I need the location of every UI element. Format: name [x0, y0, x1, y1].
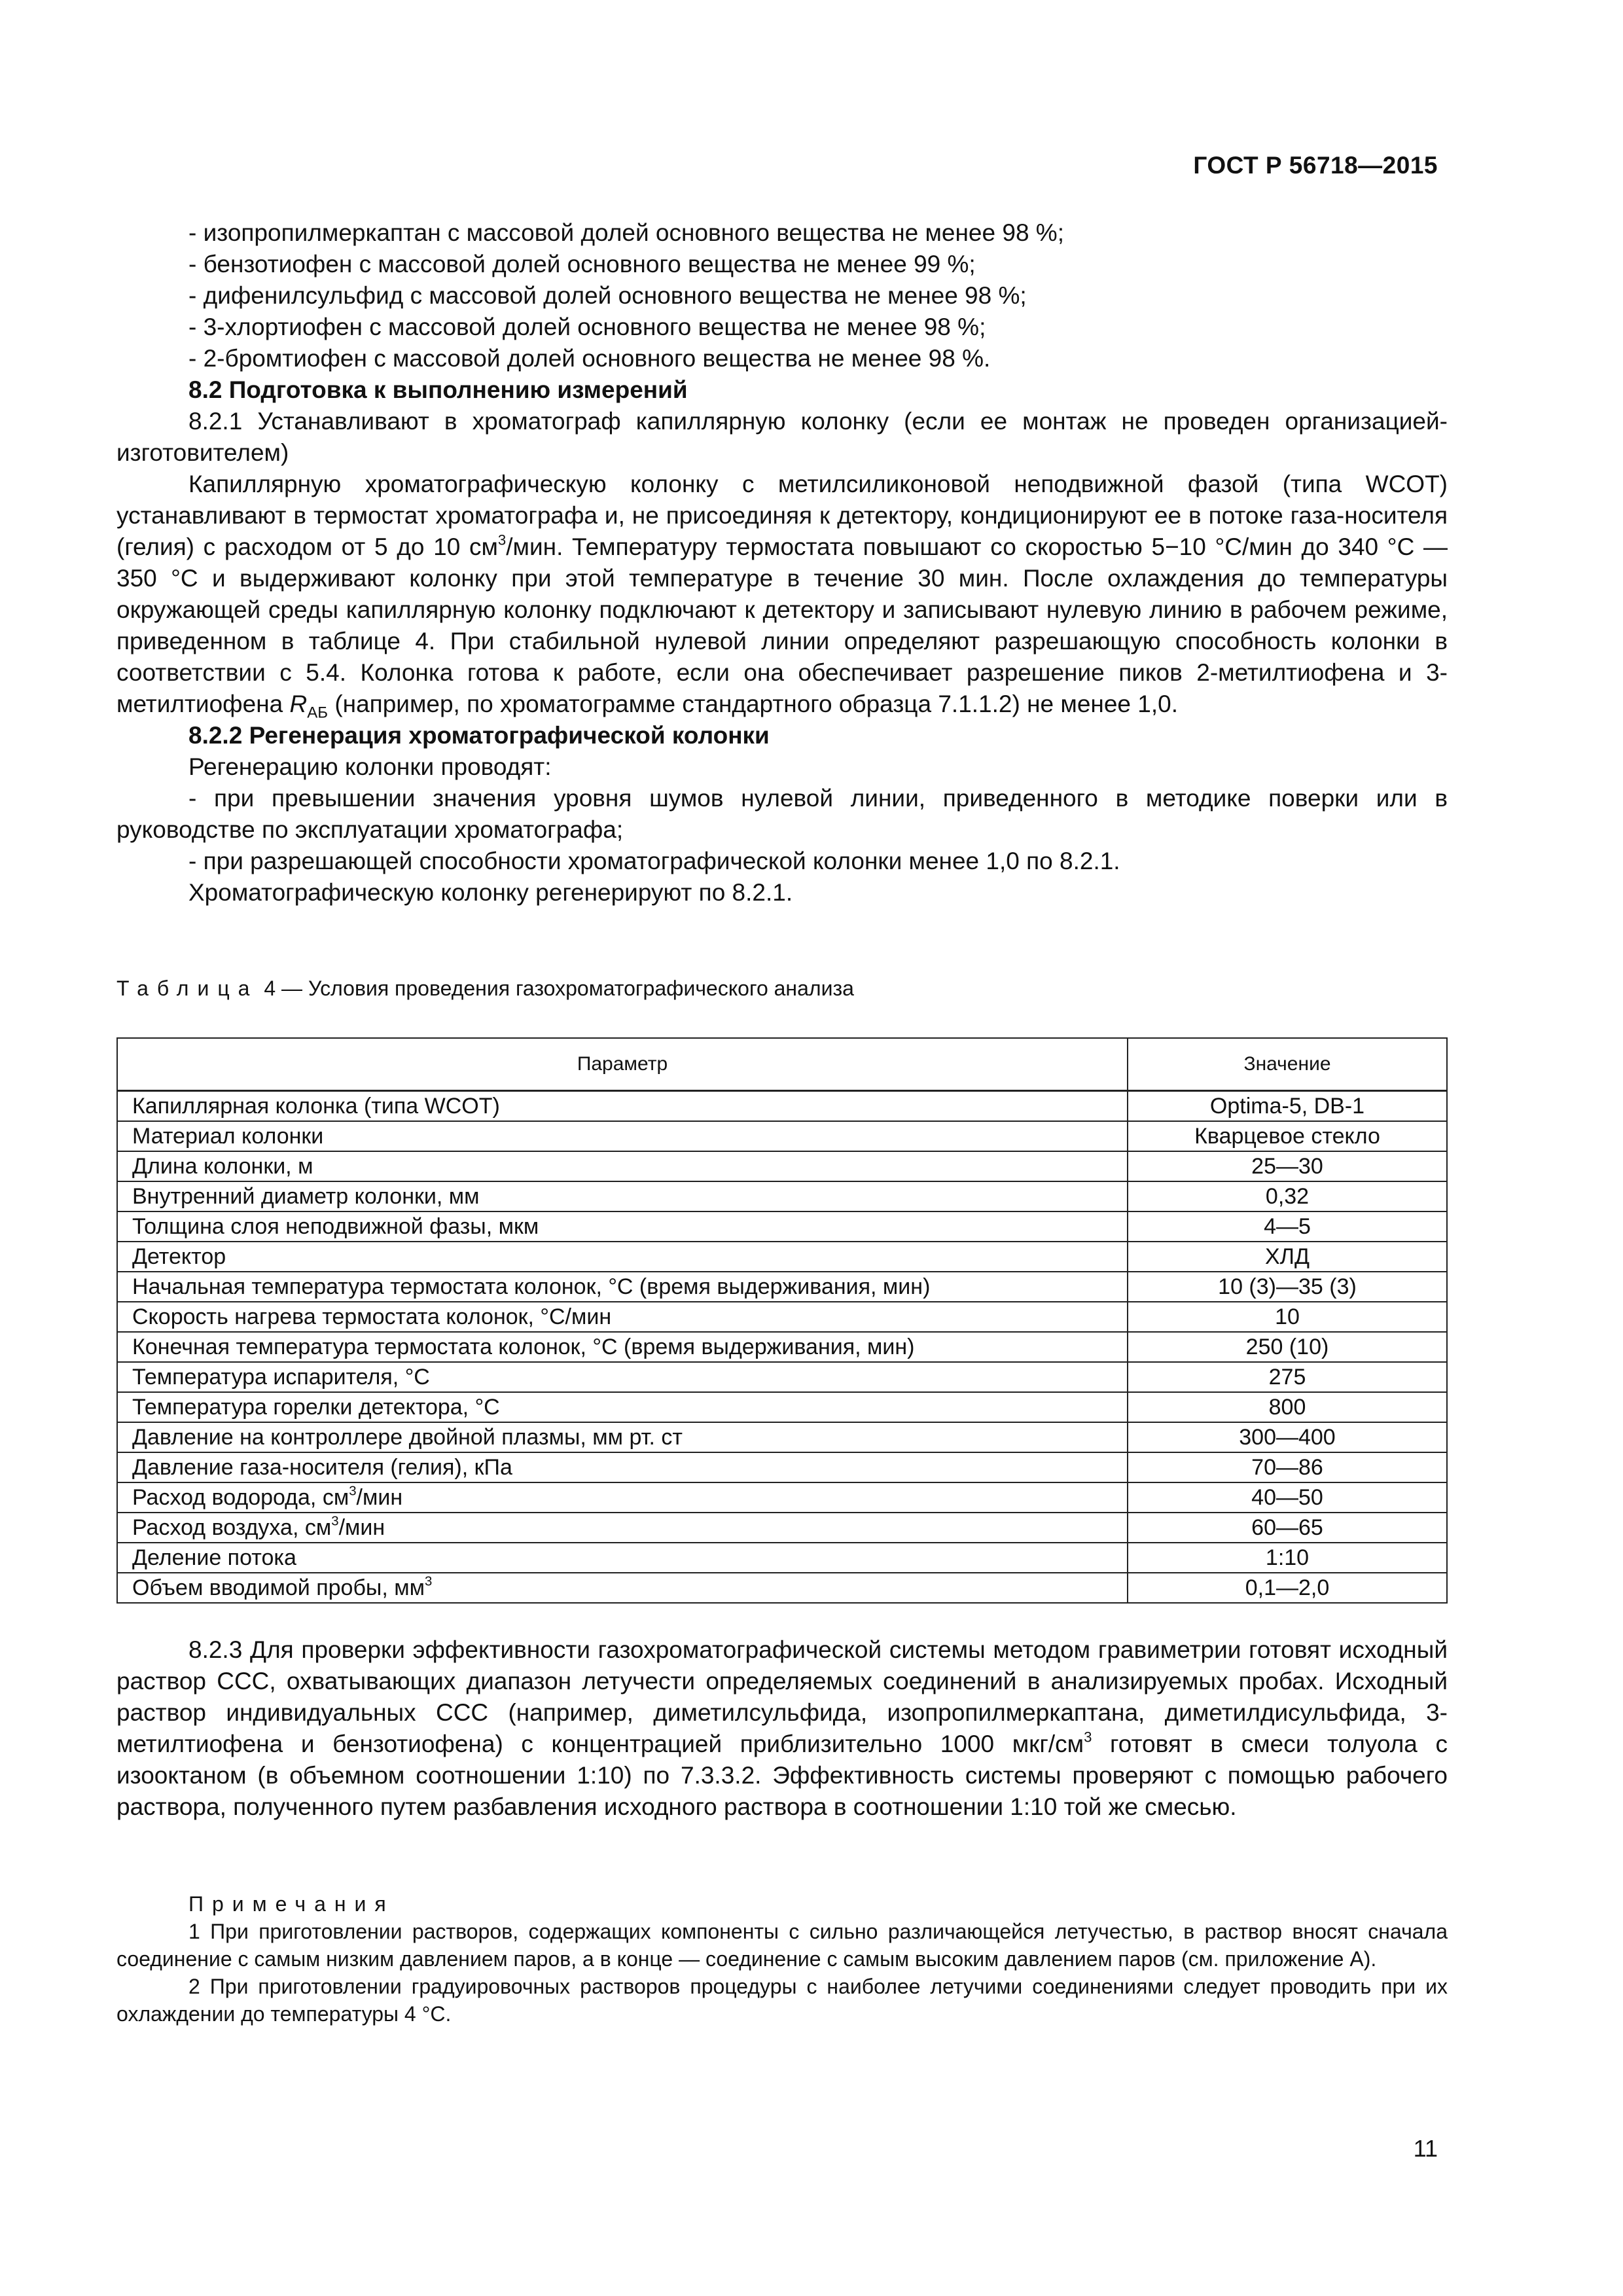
note-2: 2 При приготовлении градуировочных растворов процедуры с наиболее летучими соединениями следует проводить при их охлаждении до температуры 4 °С. [116, 1975, 1448, 2026]
list-item: - бензотиофен с массовой долей основного вещества не менее 99 %; [188, 251, 976, 278]
parameter-text: Скорость нагрева термостата колонок, °С/мин [132, 1304, 612, 1329]
paragraph-8-2-3-text [116, 1634, 1448, 1823]
table-cell-value: Optima-5, DB-1 [1128, 1091, 1447, 1122]
table-cell-value: 300—400 [1128, 1422, 1447, 1452]
table-row [117, 1091, 1447, 1122]
table-cell-parameter [117, 1211, 1128, 1242]
parameter-text: Расход воздуха, см [132, 1515, 332, 1540]
table-cell-value: Кварцевое стекло [1128, 1121, 1447, 1151]
table-caption-text: 4 — Условия проведения газохроматографического анализа [258, 977, 854, 1000]
table-caption-prefix: Таблица [116, 977, 259, 1000]
table-cell-parameter [117, 1452, 1128, 1482]
table-row [117, 1573, 1447, 1603]
list-item: - 3-хлортиофен с массовой долей основного вещества не менее 98 %; [188, 314, 986, 340]
standard-header: ГОСТ Р 56718—2015 [1193, 152, 1438, 179]
paragraph-8-2-1: 8.2.1 Устанавливают в хроматограф капиллярную колонку (если ее монтаж не проведен организацией-изготовителем) [116, 408, 1448, 466]
table-cell-parameter [117, 1272, 1128, 1302]
table-cell-parameter [117, 1091, 1128, 1122]
parameter-text: Конечная температура термостата колонок, °С (время выдерживания, мин) [132, 1335, 915, 1359]
parameter-text: Расход водорода, см [132, 1485, 349, 1510]
table-row [117, 1392, 1447, 1422]
paragraph-regeneration-end: Хроматографическую колонку регенерируют по 8.2.1. [188, 879, 793, 906]
notes-block [116, 1890, 1448, 2028]
table-cell-value: 250 (10) [1128, 1332, 1447, 1362]
paragraph-capillary-part-b: /мин. Температуру термостата повышают со скоростью 5−10 °С/мин до 340 °С — 350 °С и выдерживают колонку при этой температуре в течение 30 мин. После охлаждения до температуры окружающей среды капиллярную колонку подключают к детектору и записывают нулевую линию в рабочем режиме, приведенном в таблице 4. При стабильной нулевой линии определяют разрешающую способность колонки в соответствии с 5.4. Колонка готова к работе, если она обеспечивает разрешение пиков 2-метилтиофена и 3-метилтиофена [116, 533, 1448, 717]
table-cell-parameter [117, 1392, 1128, 1422]
table-row [117, 1543, 1447, 1573]
paragraph-capillary-part-a: Капиллярную хроматографическую колонку с метилсиликоновой неподвижной фазой (типа WCOT) устанавливают в термостат хроматографа и, не присоединяя к детектору, кондиционируют ее в потоке газа-носителя (гелия) с расходом от 5 до 10 см [116, 471, 1448, 560]
page-number: 11 [1413, 2135, 1438, 2162]
table-cell-parameter [117, 1332, 1128, 1362]
table-row [117, 1482, 1447, 1513]
section-heading-8-2-2: 8.2.2 Регенерация хроматографической колонки [188, 722, 770, 749]
table-cell-value: ХЛД [1128, 1242, 1447, 1272]
table-cell-parameter [117, 1151, 1128, 1181]
table-row [117, 1422, 1447, 1452]
table-cell-value: 60—65 [1128, 1513, 1447, 1543]
table-row [117, 1121, 1447, 1151]
table-cell-value: 800 [1128, 1392, 1447, 1422]
table-cell-parameter [117, 1362, 1128, 1392]
parameter-unit-suffix: /мин [338, 1515, 385, 1540]
table-row [117, 1181, 1447, 1211]
table-row [117, 1452, 1447, 1482]
table-cell-value: 275 [1128, 1362, 1447, 1392]
table-cell-value: 10 (3)—35 (3) [1128, 1272, 1447, 1302]
parameter-text: Детектор [132, 1244, 226, 1269]
table-cell-value: 70—86 [1128, 1452, 1447, 1482]
notes-title: Примечания [188, 1892, 395, 1916]
superscript: 3 [1084, 1729, 1092, 1746]
parameter-text: Давление газа-носителя (гелия), кПа [132, 1455, 512, 1480]
list-item: - изопропилмеркаптан с массовой долей основного вещества не менее 98 %; [188, 219, 1064, 246]
table-cell-value: 25—30 [1128, 1151, 1447, 1181]
table-row [117, 1513, 1447, 1543]
table-caption [116, 977, 854, 1001]
resolution-symbol: R [289, 691, 308, 717]
table-cell-parameter [117, 1482, 1128, 1513]
table-cell-parameter [117, 1513, 1128, 1543]
section-heading-8-2: 8.2 Подготовка к выполнению измерений [188, 376, 688, 403]
main-text [116, 217, 1448, 908]
table-cell-value: 4—5 [1128, 1211, 1447, 1242]
table-row [117, 1151, 1447, 1181]
table-cell-parameter [117, 1181, 1128, 1211]
table-row [117, 1242, 1447, 1272]
table-row [117, 1332, 1447, 1362]
table-row [117, 1362, 1447, 1392]
table-cell-parameter [117, 1242, 1128, 1272]
table-cell-parameter [117, 1543, 1128, 1573]
paragraph-8-2-3-part-b: готовят в смеси толуола с изооктаном (в объемном соотношении 1:10) по 7.3.3.2. Эффективность системы проверяют с помощью рабочего раствора, полученного путем разбавления исходного раствора в соотношении 1:10 той же смесью. [116, 1731, 1448, 1820]
superscript: 3 [331, 1514, 339, 1529]
parameter-text: Длина колонки, м [132, 1154, 313, 1179]
paragraph-8-2-3-part-a: 8.2.3 Для проверки эффективности газохроматографической системы методом гравиметрии готовят исходный раствор ССС, охватывающих диапазон летучести определяемых соединений в анализируемых пробах. Исходный раствор индивидуальных ССС (например, диметилсульфида, изопропилмеркаптана, диметилдисульфида, 3-метилтиофена и бензотиофена) с концентрацией приблизительно 1000 мкг/см [116, 1636, 1448, 1757]
superscript: 3 [497, 531, 507, 548]
parameter-text: Температура испарителя, °С [132, 1365, 430, 1390]
list-item: - при разрешающей способности хроматографической колонки менее 1,0 по 8.2.1. [188, 848, 1120, 874]
table-header-cell: Параметр [117, 1038, 1128, 1091]
table-row [117, 1211, 1447, 1242]
paragraph-capillary-part-c: (например, по хроматограмме стандартного образца 7.1.1.2) не менее 1,0. [328, 691, 1178, 717]
note-1: 1 При приготовлении растворов, содержащих компоненты с сильно различающейся летучестью, в раствор вносят сначала соединение с самым низким давлением паров, а в конце — соединение с самым высоким давлением паров (см. приложение А). [116, 1920, 1448, 1971]
paragraph-regeneration-intro: Регенерацию колонки проводят: [188, 753, 552, 780]
superscript: 3 [425, 1574, 433, 1589]
parameter-text: Внутренний диаметр колонки, мм [132, 1184, 480, 1209]
parameter-text: Температура горелки детектора, °С [132, 1395, 500, 1420]
parameter-text: Начальная температура термостата колонок, °С (время выдерживания, мин) [132, 1274, 931, 1299]
parameter-text: Материал колонки [132, 1124, 324, 1149]
list-item: - 2-бромтиофен с массовой долей основного вещества не менее 98 %. [188, 345, 991, 372]
table-body [117, 1091, 1447, 1604]
table-row [117, 1272, 1447, 1302]
parameter-text: Давление на контроллере двойной плазмы, мм рт. ст [132, 1425, 683, 1450]
paragraph-8-2-3 [116, 1634, 1448, 1823]
table-cell-value: 1:10 [1128, 1543, 1447, 1573]
parameter-text: Капиллярная колонка (типа WCOT) [132, 1094, 500, 1119]
table-cell-value: 0,1—2,0 [1128, 1573, 1447, 1603]
list-item: - при превышении значения уровня шумов нулевой линии, приведенного в методике поверки или в руководстве по эксплуатации хроматографа; [116, 785, 1448, 843]
paragraph-capillary-column [116, 469, 1448, 720]
resolution-subscript: АБ [307, 704, 329, 722]
table-cell-parameter [117, 1302, 1128, 1332]
parameter-text: Толщина слоя неподвижной фазы, мкм [132, 1214, 539, 1239]
superscript: 3 [349, 1484, 357, 1499]
table-row [117, 1302, 1447, 1332]
table-cell-value: 0,32 [1128, 1181, 1447, 1211]
parameter-text: Объем вводимой пробы, мм [132, 1575, 425, 1600]
table-header-cell: Значение [1128, 1038, 1447, 1091]
parameter-unit-suffix: /мин [356, 1485, 403, 1510]
table-cell-value: 10 [1128, 1302, 1447, 1332]
table-header-row [117, 1038, 1447, 1091]
table-cell-parameter [117, 1573, 1128, 1603]
table-cell-value: 40—50 [1128, 1482, 1447, 1513]
table-cell-parameter [117, 1121, 1128, 1151]
table-cell-parameter [117, 1422, 1128, 1452]
parameter-text: Деление потока [132, 1545, 296, 1570]
list-item: - дифенилсульфид с массовой долей основного вещества не менее 98 %; [188, 282, 1027, 309]
conditions-table [116, 1037, 1448, 1604]
